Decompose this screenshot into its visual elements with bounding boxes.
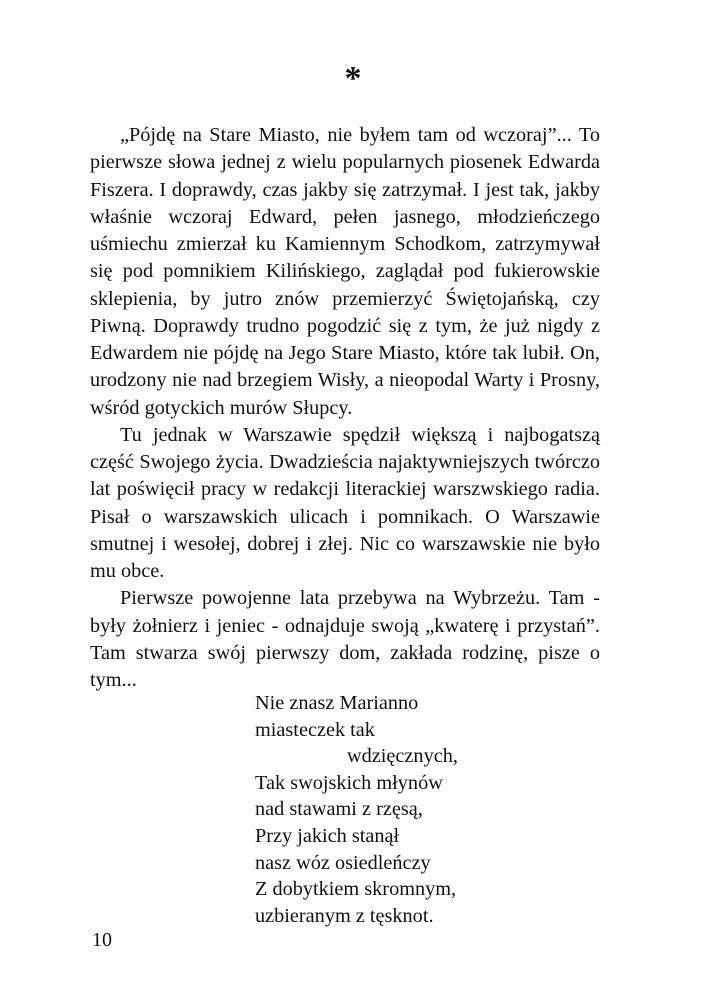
poem-stanza bbox=[255, 690, 585, 929]
poem-line: uzbieranym z tęsknot. bbox=[255, 904, 434, 927]
poem-line: nasz wóz osiedleńczy bbox=[255, 851, 431, 874]
poem-line: Nie znasz Marianno bbox=[255, 692, 419, 714]
poem-line: miasteczek tak bbox=[255, 718, 375, 741]
paragraph-2: Tu jednak w Warszawie spędził większą i najbogatszą część Swojego życia. Dwadzieścia najaktywniejszych twórczo lat poświęcił pracy w redakcji literackiej warszwskiego radia. Pisał o warszawskich ulicach i pomnikach. O Warszawie smutnej i wesołej, dobrej i złej. Nic co warszawskie nie było mu obce. bbox=[90, 423, 600, 582]
poem-line: Tak swojskich młynów bbox=[255, 771, 443, 794]
page-number: 10 bbox=[92, 929, 112, 951]
poem-line: Z dobytkiem skromnym, bbox=[255, 878, 457, 901]
paragraph-1: „Pójdę na Stare Miasto, nie byłem tam od wczoraj”... To pierwsze słowa jednej z wielu popularnych piosenek Edwarda Fiszera. I doprawdy, czas jakby się zatrzymał. I jest tak, jakby właśnie wczoraj Edward, pełen jasnego, młodzieńczego uśmiechu zmierzał ku Kamiennym Schodkom, zatrzymywał się pod pomnikiem Kilińskiego, zaglądał pod fukierowskie sklepienia, by jutro znów przemierzyć Świętojańską, czy Piwną. Doprawdy trudno pogodzić się z tym, że już nigdy z Edwardem nie pójdę na Jego Stare Miasto, które tak lubił. On, urodzony nie nad brzegiem Wisły, a nieopodal Warty i Prosny, wśród gotyckich murów Słupcy. bbox=[90, 124, 600, 419]
poem-line: wdzięcznych, bbox=[347, 745, 458, 768]
prose-block bbox=[90, 122, 600, 694]
poem-line: Przy jakich stanął bbox=[255, 824, 400, 847]
section-asterisk: * bbox=[344, 60, 362, 97]
poem-line: nad stawami z rzęsą, bbox=[255, 798, 423, 821]
paragraph-3: Pierwsze powojenne lata przebywa na Wybrzeżu. Tam - były żołnierz i jeniec - odnajduje swoją „kwaterę i przystań”. Tam stwarza swój pierwszy dom, zakłada rodzinę, pisze o tym... bbox=[90, 587, 600, 691]
